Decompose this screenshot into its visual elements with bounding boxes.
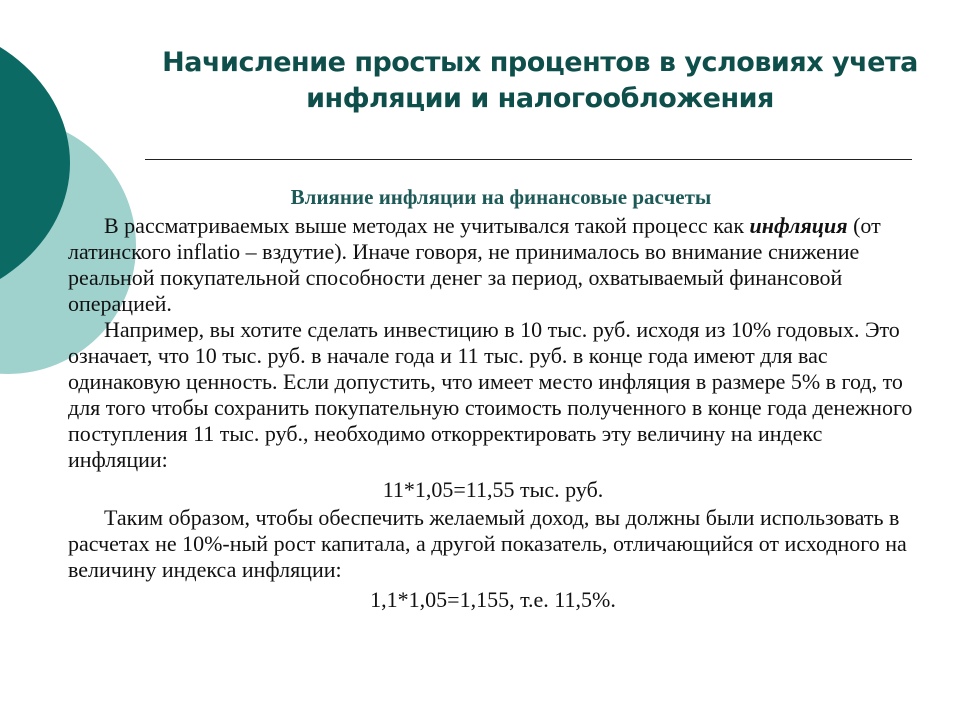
formula-inflation-adjustment: 11*1,05=11,55 тыс. руб. xyxy=(382,477,604,502)
paragraph-1-before: В рассматриваемых выше методах не учитывался такой процесс как xyxy=(104,213,750,238)
paragraph-1-after: (от латинского inflatio – вздутие). Иначе говоря, не принималось во внимание снижение реальной покупательной способности денег за период, охватываемый финансовой операцией. xyxy=(68,213,881,316)
paragraph-conclusion: Таким образом, чтобы обеспечить желаемый доход, вы должны были использовать в расчетах не 10%-ный рост капитала, а другой показатель, отличающийся от исходного на величину индекса инфляции: xyxy=(68,505,907,582)
paragraph-inflation-definition xyxy=(68,213,918,317)
formula-adjusted-rate: 1,1*1,05=1,155, т.е. 11,5%. xyxy=(370,587,616,612)
slide-title: Начисление простых процентов в условиях учета инфляции и налогообложения xyxy=(162,47,918,114)
term-inflation: инфляция xyxy=(749,213,848,238)
section-subtitle: Влияние инфляции на финансовые расчеты xyxy=(290,185,712,209)
paragraph-investment-example: Например, вы хотите сделать инвестицию в 10 тыс. руб. исходя из 10% годовых. Это означает, что 10 тыс. руб. в начале года и 11 тыс. руб. в конце года имеют для вас одинаковую ценность. Если допустить, что имеет место инфляция в размере 5% в год, то для того чтобы сохранить покупательную стоимость полученного в конце года денежного поступления 11 тыс. руб., необходимо откорректировать эту величину на индекс инфляции: xyxy=(68,317,913,472)
slide-body xyxy=(68,213,918,615)
title-divider xyxy=(145,159,912,160)
